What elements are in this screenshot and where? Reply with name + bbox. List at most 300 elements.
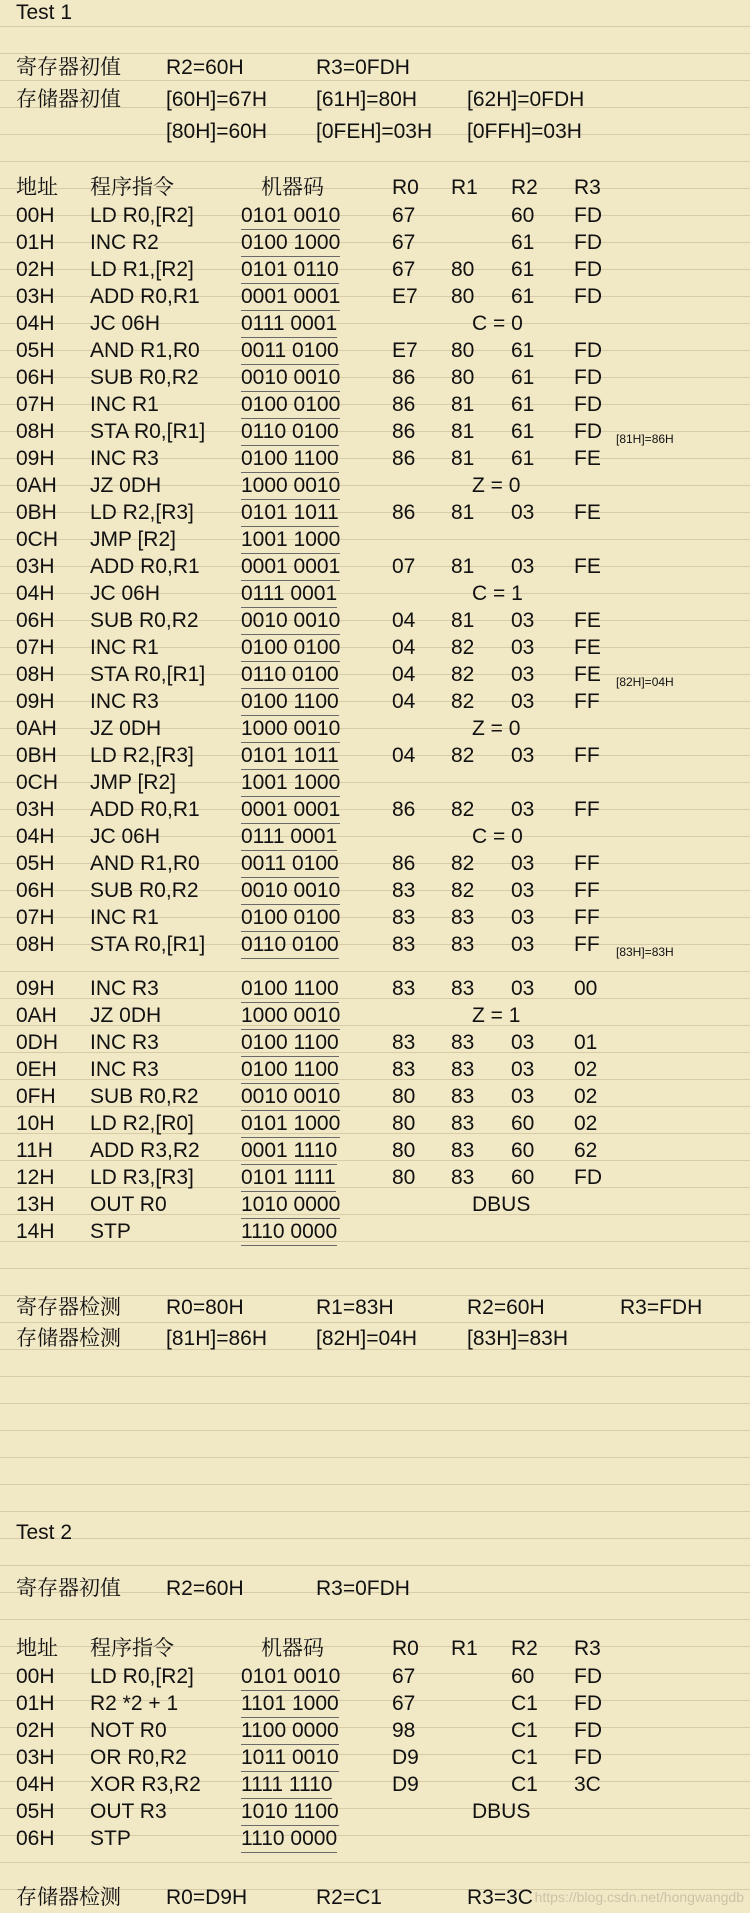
row-machine-code: 0100 1100 [241, 447, 339, 473]
column-header: 机器码 [261, 1637, 324, 1660]
row-r2-value: 60 [511, 204, 535, 227]
row-machine-code: 0101 0110 [241, 258, 339, 284]
row-instruction: ADD R0,R1 [90, 798, 200, 821]
row-machine-code: 0110 0100 [241, 933, 339, 959]
register-init-value: R2=60H [166, 1577, 244, 1600]
memory-init-value: [60H]=67H [166, 88, 267, 111]
row-machine-code: 0110 0100 [241, 663, 339, 689]
row-r1-value: 82 [451, 852, 475, 875]
row-r1-value: 82 [451, 636, 475, 659]
row-address: 10H [16, 1112, 55, 1135]
row-r1-value: 81 [451, 555, 475, 578]
row-machine-code: 0001 0001 [241, 555, 340, 581]
row-r2-value: 03 [511, 1031, 535, 1054]
row-instruction: JZ 0DH [90, 474, 162, 497]
row-address: 03H [16, 555, 55, 578]
register-init-value: R3=0FDH [316, 1577, 410, 1600]
row-address: 01H [16, 1692, 55, 1715]
column-header: R2 [511, 1637, 538, 1660]
row-r2-value: 03 [511, 501, 535, 524]
row-instruction: JZ 0DH [90, 717, 162, 740]
row-r3-value: FE [574, 555, 601, 578]
row-flag: Z = 0 [472, 717, 521, 740]
row-instruction: OUT R3 [90, 1800, 167, 1823]
row-r0-value: 86 [392, 447, 416, 470]
row-address: 09H [16, 977, 55, 1000]
column-header: R1 [451, 176, 478, 199]
row-instruction: LD R3,[R3] [90, 1166, 194, 1189]
row-r1-value: 82 [451, 690, 475, 713]
row-machine-code: 0101 1111 [241, 1166, 336, 1192]
row-address: 06H [16, 1827, 55, 1850]
column-header: 地址 [16, 176, 58, 199]
row-r3-value: FD [574, 1692, 602, 1715]
row-r1-value: 83 [451, 1139, 475, 1162]
row-machine-code: 1000 0010 [241, 1004, 340, 1030]
row-address: 00H [16, 1665, 55, 1688]
row-r0-value: 80 [392, 1139, 416, 1162]
row-machine-code: 1010 0000 [241, 1193, 340, 1219]
row-r2-value: 03 [511, 744, 535, 767]
watermark: https://blog.csdn.net/hongwangdb [534, 1889, 744, 1905]
row-memory-note: [82H]=04H [616, 675, 674, 689]
row-r2-value: 61 [511, 393, 535, 416]
row-r2-value: 03 [511, 555, 535, 578]
row-r2-value: C1 [511, 1719, 538, 1742]
memory-init-value: [0FEH]=03H [316, 120, 433, 143]
row-address: 05H [16, 1800, 55, 1823]
row-r0-value: 07 [392, 555, 416, 578]
row-machine-code: 0100 1100 [241, 1058, 339, 1084]
row-instruction: INC R3 [90, 447, 159, 470]
column-header: R3 [574, 176, 601, 199]
row-instruction: INC R3 [90, 1058, 159, 1081]
memory-check-value: [82H]=04H [316, 1327, 417, 1350]
column-header: 地址 [16, 1637, 58, 1660]
row-memory-note: [83H]=83H [616, 945, 674, 959]
row-address: 07H [16, 393, 55, 416]
row-r3-value: 02 [574, 1112, 598, 1135]
row-instruction: LD R0,[R2] [90, 1665, 194, 1688]
row-address: 05H [16, 339, 55, 362]
row-memory-note: [81H]=86H [616, 432, 674, 446]
row-r3-value: FF [574, 798, 600, 821]
row-r1-value: 81 [451, 609, 475, 632]
row-r3-value: FD [574, 1719, 602, 1742]
row-address: 0EH [16, 1058, 57, 1081]
row-r3-value: 01 [574, 1031, 598, 1054]
column-header: R1 [451, 1637, 478, 1660]
row-address: 12H [16, 1166, 55, 1189]
row-instruction: INC R3 [90, 690, 159, 713]
row-r0-value: 67 [392, 1692, 416, 1715]
row-instruction: STP [90, 1220, 131, 1243]
row-address: 09H [16, 690, 55, 713]
row-instruction: ADD R0,R1 [90, 285, 200, 308]
row-r1-value: 83 [451, 1085, 475, 1108]
row-r1-value: 83 [451, 1058, 475, 1081]
row-r3-value: FD [574, 258, 602, 281]
register-check-label: 寄存器检测 [16, 1296, 121, 1319]
row-machine-code: 1101 1000 [241, 1692, 339, 1718]
row-machine-code: 1100 0000 [241, 1719, 339, 1745]
row-r0-value: 67 [392, 258, 416, 281]
memory-init-value: [61H]=80H [316, 88, 417, 111]
row-address: 04H [16, 825, 55, 848]
memory-init-value: [0FFH]=03H [467, 120, 582, 143]
row-r2-value: 03 [511, 663, 535, 686]
row-flag: C = 0 [472, 312, 523, 335]
row-machine-code: 0101 1011 [241, 744, 339, 770]
row-address: 13H [16, 1193, 55, 1216]
register-init-label: 寄存器初值 [16, 56, 121, 79]
row-instruction: SUB R0,R2 [90, 609, 199, 632]
row-r3-value: FD [574, 231, 602, 254]
row-machine-code: 0100 1000 [241, 231, 340, 257]
row-machine-code: 0111 0001 [241, 312, 337, 338]
row-flag: Z = 1 [472, 1004, 521, 1027]
memory-check-value: [83H]=83H [467, 1327, 568, 1350]
row-r3-value: FE [574, 663, 601, 686]
row-machine-code: 0011 0100 [241, 339, 339, 365]
row-r0-value: D9 [392, 1773, 419, 1796]
memory-init-label: 存储器初值 [16, 88, 121, 111]
row-machine-code: 0100 1100 [241, 977, 339, 1003]
row-machine-code: 0101 1000 [241, 1112, 340, 1138]
row-machine-code: 0111 0001 [241, 582, 337, 608]
row-address: 08H [16, 663, 55, 686]
row-address: 0FH [16, 1085, 56, 1108]
row-instruction: AND R1,R0 [90, 852, 200, 875]
row-r2-value: 03 [511, 636, 535, 659]
row-address: 0BH [16, 501, 57, 524]
row-r1-value: 81 [451, 447, 475, 470]
row-instruction: LD R2,[R3] [90, 744, 194, 767]
row-address: 03H [16, 1746, 55, 1769]
row-r2-value: 03 [511, 609, 535, 632]
row-instruction: XOR R3,R2 [90, 1773, 201, 1796]
row-address: 05H [16, 852, 55, 875]
row-r2-value: C1 [511, 1746, 538, 1769]
row-instruction: INC R3 [90, 977, 159, 1000]
row-r3-value: FE [574, 636, 601, 659]
check-value: R2=C1 [316, 1886, 382, 1909]
row-r3-value: FF [574, 879, 600, 902]
row-instruction: INC R2 [90, 231, 159, 254]
row-instruction: JZ 0DH [90, 1004, 162, 1027]
row-r3-value: FD [574, 393, 602, 416]
row-address: 08H [16, 933, 55, 956]
row-instruction: OUT R0 [90, 1193, 167, 1216]
row-instruction: SUB R0,R2 [90, 366, 199, 389]
row-machine-code: 0100 1100 [241, 1031, 339, 1057]
row-machine-code: 0101 1011 [241, 501, 339, 527]
row-r2-value: 61 [511, 447, 535, 470]
row-r0-value: D9 [392, 1746, 419, 1769]
row-machine-code: 0010 0010 [241, 609, 340, 635]
row-r0-value: 04 [392, 690, 416, 713]
row-machine-code: 0010 0010 [241, 1085, 340, 1111]
row-r2-value: 03 [511, 977, 535, 1000]
row-r0-value: 86 [392, 420, 416, 443]
row-address: 0CH [16, 771, 59, 794]
row-r0-value: 86 [392, 501, 416, 524]
row-address: 03H [16, 285, 55, 308]
check-value: R3=3C [467, 1886, 533, 1909]
row-machine-code: 0100 1100 [241, 690, 339, 716]
row-r0-value: 67 [392, 204, 416, 227]
row-machine-code: 0001 0001 [241, 798, 340, 824]
row-r0-value: 04 [392, 663, 416, 686]
row-r3-value: FD [574, 1665, 602, 1688]
row-machine-code: 1000 0010 [241, 717, 340, 743]
row-address: 09H [16, 447, 55, 470]
row-r0-value: 86 [392, 366, 416, 389]
row-r1-value: 80 [451, 366, 475, 389]
row-r2-value: 61 [511, 339, 535, 362]
row-instruction: STP [90, 1827, 131, 1850]
row-address: 02H [16, 258, 55, 281]
row-r2-value: 03 [511, 933, 535, 956]
row-r0-value: 67 [392, 231, 416, 254]
row-r1-value: 82 [451, 798, 475, 821]
row-r0-value: 83 [392, 977, 416, 1000]
row-flag: Z = 0 [472, 474, 521, 497]
row-instruction: R2 *2 + 1 [90, 1692, 179, 1715]
row-r0-value: 04 [392, 636, 416, 659]
row-machine-code: 1010 1100 [241, 1800, 339, 1826]
row-machine-code: 0011 0100 [241, 852, 339, 878]
row-r1-value: 80 [451, 285, 475, 308]
row-r2-value: 61 [511, 420, 535, 443]
row-instruction: NOT R0 [90, 1719, 167, 1742]
row-address: 07H [16, 906, 55, 929]
row-r2-value: 60 [511, 1112, 535, 1135]
row-instruction: SUB R0,R2 [90, 879, 199, 902]
row-address: 03H [16, 798, 55, 821]
row-r3-value: FF [574, 906, 600, 929]
memory-init-value: [62H]=0FDH [467, 88, 585, 111]
section-title: Test 1 [16, 1, 73, 24]
row-r0-value: E7 [392, 339, 418, 362]
row-r0-value: 86 [392, 852, 416, 875]
row-r2-value: 61 [511, 285, 535, 308]
row-instruction: JC 06H [90, 582, 161, 605]
row-r2-value: 03 [511, 879, 535, 902]
row-machine-code: 1110 0000 [241, 1220, 337, 1246]
row-instruction: LD R0,[R2] [90, 204, 194, 227]
row-r3-value: 62 [574, 1139, 598, 1162]
row-address: 04H [16, 1773, 55, 1796]
row-instruction: OR R0,R2 [90, 1746, 187, 1769]
row-r2-value: 03 [511, 798, 535, 821]
row-r1-value: 83 [451, 1166, 475, 1189]
row-machine-code: 1001 1000 [241, 528, 340, 554]
section-title: Test 2 [16, 1521, 73, 1544]
row-r2-value: 60 [511, 1665, 535, 1688]
row-r3-value: FD [574, 1166, 602, 1189]
row-r3-value: FF [574, 744, 600, 767]
row-r2-value: C1 [511, 1692, 538, 1715]
row-r1-value: 80 [451, 258, 475, 281]
row-r0-value: 83 [392, 1031, 416, 1054]
row-flag: C = 0 [472, 825, 523, 848]
row-r1-value: 81 [451, 420, 475, 443]
row-instruction: LD R1,[R2] [90, 258, 194, 281]
row-machine-code: 0010 0010 [241, 366, 340, 392]
row-r3-value: 3C [574, 1773, 601, 1796]
row-instruction: INC R1 [90, 636, 159, 659]
column-header: 程序指令 [90, 1637, 174, 1660]
row-r2-value: 03 [511, 906, 535, 929]
row-flag: DBUS [472, 1800, 531, 1823]
row-r2-value: 03 [511, 1085, 535, 1108]
row-r0-value: E7 [392, 285, 418, 308]
row-r0-value: 83 [392, 1058, 416, 1081]
row-machine-code: 1110 0000 [241, 1827, 337, 1853]
row-r3-value: FD [574, 420, 602, 443]
register-init-value: R2=60H [166, 56, 244, 79]
row-instruction: STA R0,[R1] [90, 420, 206, 443]
row-address: 04H [16, 582, 55, 605]
row-address: 01H [16, 231, 55, 254]
row-r2-value: 61 [511, 231, 535, 254]
memory-init-value: [80H]=60H [166, 120, 267, 143]
row-r2-value: 61 [511, 258, 535, 281]
row-address: 02H [16, 1719, 55, 1742]
row-address: 04H [16, 312, 55, 335]
row-address: 06H [16, 609, 55, 632]
row-address: 0BH [16, 744, 57, 767]
row-r0-value: 80 [392, 1166, 416, 1189]
row-machine-code: 0001 0001 [241, 285, 340, 311]
register-check-value: R0=80H [166, 1296, 244, 1319]
row-instruction: JMP [R2] [90, 771, 176, 794]
memory-check-value: [81H]=86H [166, 1327, 267, 1350]
row-r1-value: 83 [451, 977, 475, 1000]
row-address: 06H [16, 879, 55, 902]
row-r3-value: FF [574, 690, 600, 713]
row-r3-value: FE [574, 609, 601, 632]
row-instruction: JMP [R2] [90, 528, 176, 551]
row-r3-value: FD [574, 366, 602, 389]
row-instruction: AND R1,R0 [90, 339, 200, 362]
row-machine-code: 0010 0010 [241, 879, 340, 905]
row-flag: C = 1 [472, 582, 523, 605]
row-r3-value: FF [574, 933, 600, 956]
column-header: R2 [511, 176, 538, 199]
column-header: 程序指令 [90, 176, 174, 199]
row-instruction: LD R2,[R3] [90, 501, 194, 524]
row-instruction: STA R0,[R1] [90, 933, 206, 956]
register-check-value: R3=FDH [620, 1296, 703, 1319]
row-r1-value: 82 [451, 744, 475, 767]
column-header: R0 [392, 176, 419, 199]
row-r3-value: 00 [574, 977, 598, 1000]
row-r2-value: 03 [511, 690, 535, 713]
row-r0-value: 83 [392, 879, 416, 902]
row-r0-value: 80 [392, 1085, 416, 1108]
row-r1-value: 82 [451, 879, 475, 902]
row-r0-value: 04 [392, 609, 416, 632]
row-instruction: JC 06H [90, 312, 161, 335]
row-machine-code: 0001 1110 [241, 1139, 337, 1165]
row-instruction: JC 06H [90, 825, 161, 848]
row-address: 0AH [16, 474, 57, 497]
column-header: 机器码 [261, 176, 324, 199]
check-label: 存储器检测 [16, 1886, 121, 1909]
row-machine-code: 0100 0100 [241, 393, 340, 419]
row-r0-value: 86 [392, 393, 416, 416]
row-address: 00H [16, 204, 55, 227]
row-instruction: LD R2,[R0] [90, 1112, 194, 1135]
row-address: 08H [16, 420, 55, 443]
row-r3-value: FD [574, 1746, 602, 1769]
row-instruction: STA R0,[R1] [90, 663, 206, 686]
row-r0-value: 80 [392, 1112, 416, 1135]
row-r2-value: C1 [511, 1773, 538, 1796]
row-r1-value: 83 [451, 1031, 475, 1054]
row-r0-value: 86 [392, 798, 416, 821]
row-instruction: ADD R3,R2 [90, 1139, 200, 1162]
row-r3-value: FD [574, 285, 602, 308]
row-address: 0DH [16, 1031, 59, 1054]
row-r3-value: 02 [574, 1085, 598, 1108]
row-machine-code: 0100 0100 [241, 906, 340, 932]
row-r3-value: FE [574, 501, 601, 524]
row-instruction: ADD R0,R1 [90, 555, 200, 578]
column-header: R3 [574, 1637, 601, 1660]
row-instruction: INC R1 [90, 906, 159, 929]
row-address: 06H [16, 366, 55, 389]
row-machine-code: 0110 0100 [241, 420, 339, 446]
row-machine-code: 1001 1000 [241, 771, 340, 797]
row-r0-value: 83 [392, 906, 416, 929]
row-r3-value: FF [574, 852, 600, 875]
memory-check-label: 存储器检测 [16, 1327, 121, 1350]
row-r1-value: 83 [451, 1112, 475, 1135]
row-machine-code: 1000 0010 [241, 474, 340, 500]
row-address: 0AH [16, 1004, 57, 1027]
row-r3-value: FD [574, 204, 602, 227]
row-r3-value: FE [574, 447, 601, 470]
row-instruction: INC R3 [90, 1031, 159, 1054]
row-machine-code: 0101 0010 [241, 1665, 340, 1691]
row-r1-value: 83 [451, 906, 475, 929]
row-r1-value: 82 [451, 663, 475, 686]
register-check-value: R1=83H [316, 1296, 394, 1319]
column-header: R0 [392, 1637, 419, 1660]
row-r0-value: 83 [392, 933, 416, 956]
row-address: 14H [16, 1220, 55, 1243]
row-r2-value: 60 [511, 1139, 535, 1162]
row-r3-value: FD [574, 339, 602, 362]
row-r2-value: 60 [511, 1166, 535, 1189]
register-check-value: R2=60H [467, 1296, 545, 1319]
row-flag: DBUS [472, 1193, 531, 1216]
row-machine-code: 1011 0010 [241, 1746, 339, 1772]
row-address: 0AH [16, 717, 57, 740]
row-r1-value: 81 [451, 501, 475, 524]
row-machine-code: 0101 0010 [241, 204, 340, 230]
row-r2-value: 03 [511, 1058, 535, 1081]
row-r2-value: 03 [511, 852, 535, 875]
row-address: 07H [16, 636, 55, 659]
row-address: 0CH [16, 528, 59, 551]
row-machine-code: 1111 1110 [241, 1773, 332, 1799]
row-r0-value: 04 [392, 744, 416, 767]
row-r1-value: 83 [451, 933, 475, 956]
